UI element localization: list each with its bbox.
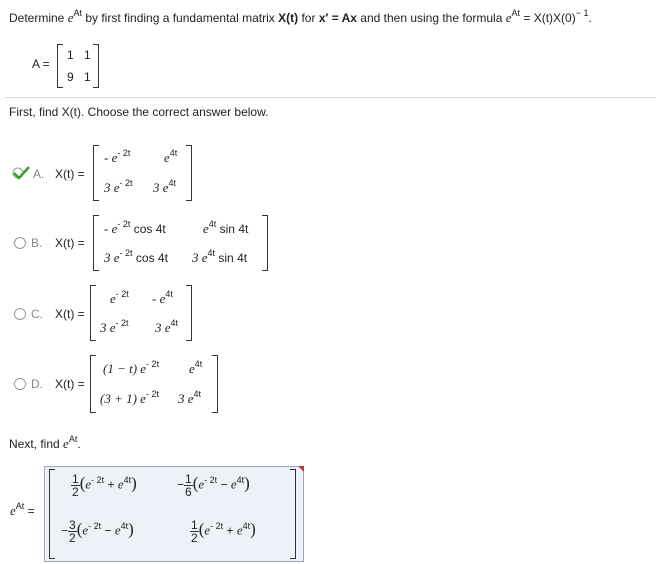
option-a-cell: 3 $e^{4t}$ <box>153 178 177 195</box>
option-d-radio[interactable] <box>14 378 26 390</box>
section-divider <box>5 97 656 98</box>
option-bracket-left <box>90 285 96 341</box>
option-letter: B. <box>31 236 43 250</box>
option-b-cell: 3 $e^{- 2t}$ cos 4t <box>104 248 168 265</box>
checkmark-icon <box>12 166 34 180</box>
option-c-cell: - $e^{4t}$ <box>152 289 173 306</box>
answer-matrix-box[interactable] <box>44 466 304 562</box>
matrix-bracket-right <box>93 44 99 88</box>
answer-label: $e^{At}$ = <box>10 501 35 518</box>
option-a-row-2: 3 $e^{- 2t}$ <box>104 178 133 195</box>
option-bracket-left <box>90 355 96 413</box>
option-c-radio[interactable] <box>14 308 26 320</box>
option-bracket-right <box>186 145 192 201</box>
option-d-cell: (3 + 1) $e^{- 2t}$ <box>100 389 159 406</box>
matrix-bracket-left <box>57 44 63 88</box>
option-label: X(t) = <box>55 167 85 181</box>
option-b-cell: $e^{4t}$ sin 4t <box>203 219 249 236</box>
step1-instruction: First, find X(t). Choose the correct answer below. <box>9 105 269 119</box>
answer-cell: $\frac{1}{2}$ $(e^{- 2t} + e^{4t})$ <box>191 518 256 545</box>
option-b-cell: 3 $e^{4t}$ sin 4t <box>192 248 248 265</box>
option-d-cell: $e^{4t}$ <box>189 359 203 376</box>
option-a-radio[interactable] <box>12 166 34 183</box>
option-bracket-left <box>93 215 99 271</box>
option-label: X(t) = <box>55 236 85 250</box>
option-b-radio[interactable] <box>14 237 26 249</box>
answer-bracket-right <box>290 469 296 559</box>
option-bracket-left <box>93 145 99 201</box>
option-c-cell: 3 $e^{- 2t}$ <box>100 318 129 335</box>
option-letter: C. <box>31 307 43 321</box>
option-a-row-1: - $e^{- 2t}$ <box>104 148 131 165</box>
option-bracket-right <box>186 285 192 341</box>
option-label: X(t) = <box>55 307 85 321</box>
answer-flag-icon <box>298 466 304 472</box>
answer-cell: $\frac{1}{2}$ $(e^{- 2t} + e^{4t})$ <box>72 472 137 499</box>
option-bracket-right <box>212 355 218 413</box>
option-letter: A. <box>33 167 45 181</box>
option-letter: D. <box>31 377 43 391</box>
option-bracket-right <box>262 215 268 271</box>
matrix-a-cell: 1 <box>84 70 91 84</box>
option-d-cell: 3 $e^{4t}$ <box>178 389 202 406</box>
matrix-a-cell: 9 <box>67 70 74 84</box>
question-text: Determine $e^{At}$ by first finding a fundamental matrix X(t) for x′ = Ax and then using the formula $e^{At} = X(t)X(0)^{- 1}$. <box>9 8 592 25</box>
matrix-a-cell: 1 <box>84 48 91 62</box>
option-c-cell: 3 $e^{4t}$ <box>155 318 179 335</box>
matrix-a-cell: 1 <box>67 48 74 62</box>
option-c-cell: $e^{- 2t}$ <box>110 289 129 306</box>
answer-bracket-left <box>49 469 55 559</box>
option-a-cell: $e^{4t}$ <box>164 148 178 165</box>
option-b-cell: - $e^{- 2t}$ cos 4t <box>104 219 166 236</box>
option-label: X(t) = <box>55 377 85 391</box>
matrix-a-label: A = <box>32 57 50 71</box>
answer-cell: − $\frac{1}{6}$ $(e^{- 2t} - e^{4t})$ <box>177 472 250 499</box>
step2-instruction: Next, find $e^{At}$. <box>9 434 81 451</box>
answer-cell: − $\frac{3}{2}$ $(e^{- 2t} - e^{4t})$ <box>61 518 134 545</box>
option-d-cell: (1 − t) $e^{- 2t}$ <box>103 359 160 376</box>
